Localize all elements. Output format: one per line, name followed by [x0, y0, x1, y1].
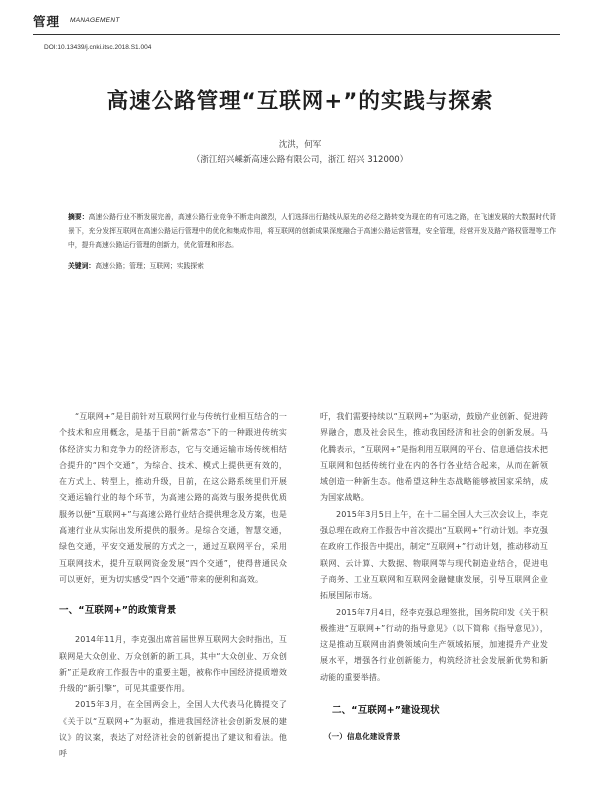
- keywords-text: 高速公路；管理；互联网；实践探索: [95, 262, 204, 270]
- intro-paragraph: “互联网+”是目前针对互联网行业与传统行业相互结合的一个技术和应用概念，是基于目前“新常态”下的一种跟进传统实体经济实力和竞争力的经济形态，它与交通运输市场传统相结合提升的“四个交通”，为综合、技术、模式上提供更有效的，在方式上、转型上，推动升级，目前，在这公路系统里们开展交通运输行业的每个环节，为高速公路的高效与服务提供优质服务以便“互联网+”与高速公路行业结合提供理念及方案，也是高速行业从实际出发所提供的服务。是综合交通，智慧交通，绿色交通，平安交通发展的方式之一，通过互联网平台，采用互联网技术，提升互联网资金发展“四个交通”，使得普通民众可以更好，更为切实感受“四个交通”带来的便利和高效。: [59, 412, 287, 584]
- keywords-label: 关键词：: [68, 262, 96, 270]
- body-paragraph: 2015年3月5日上午，在十二届全国人大三次会议上，李克强总理在政府工作报告中首次提出“互联网+”行动计划。李克强在政府工作报告中提出，制定“互联网+”行动计划，推动移动互联网、云计算、大数据、物联网等与现代制造业结合，促进电子商务、工业互联网和互联网金融健康发展，引导互联网企业拓展国际市场。: [320, 509, 548, 601]
- header-rule: [33, 34, 560, 35]
- abstract: [68, 210, 556, 252]
- abstract-label: 摘要：: [68, 213, 89, 221]
- journal-name: 管理: [33, 14, 61, 29]
- right-column: [320, 409, 548, 744]
- body-paragraph: 2014年11月，李克强出席首届世界互联网大会时指出，互联网是大众创业、万众创新的新工具，其中“大众创业、万众创新”正是政府工作报告中的重要主题，被称作中国经济提质增效升级的“新引擎”，可见其重要作用。: [59, 635, 287, 694]
- body-paragraph: 吁，我们需要持续以“互联网+”为驱动，鼓励产业创新、促进跨界融合，惠及社会民生，推动我国经济和社会的创新发展。马化腾表示，“互联网+”是指利用互联网的平台、信息通信技术把互联网和包括传统行业在内的各行各业结合起来，从而在新领域创造一种新生态。他希望这种生态战略能够被国家采纳，成为国家战略。: [320, 412, 548, 503]
- left-column: [59, 409, 287, 763]
- journal-header: [33, 12, 560, 32]
- body-paragraph: 2015年3月，在全国两会上，全国人大代表马化腾提交了《关于以“互联网+”为驱动，推进我国经济社会创新发展的建议》的议案，表达了对经济社会的创新提出了建议和看法。他呼: [59, 700, 287, 759]
- journal-subtitle: MANAGEMENT: [70, 17, 120, 24]
- doi: DOI:10.13439/j.cnki.itsc.2018.S1.004: [44, 44, 152, 51]
- body-paragraph: 2015年7月4日，经李克强总理签批，国务院印发《关于积极推进“互联网+”行动的指导意见》（以下简称《指导意见》），这是推动互联网由消费领域向生产领域拓展，加速提升产业发展水平，增强各行业创新能力，构筑经济社会发展新优势和新动能的重要举措。: [320, 607, 548, 682]
- page-title: 高速公路管理“互联网+”的实践与探索: [106, 89, 494, 114]
- subsection-heading: （一）信息化建设背景: [324, 732, 401, 742]
- keywords: [68, 260, 556, 273]
- abstract-text: 高速公路行业不断发展完善，高速公路行业竞争不断走向激烈，人们选择出行路线从原先的必经之路转变为现在的有可选之路，在飞速发展的大数据时代背景下，充分发挥互联网在高速公路运行管理中的优化和集成作用，将互联网的创新成果深度融合于高速公路运营管理，安全管理，经营开发及路产路权管理等工作中，提升高速公路运行管理的创新力，优化管理和形态。: [68, 213, 556, 249]
- authors: 沈洪，何军: [278, 140, 322, 150]
- section-heading-policy: 一、“互联网+”的政策背景: [59, 605, 177, 617]
- affiliation: （浙江绍兴嵊新高速公路有限公司，浙江 绍兴 312000）: [191, 155, 409, 165]
- section-heading-status: 二、“互联网+”建设现状: [332, 705, 440, 717]
